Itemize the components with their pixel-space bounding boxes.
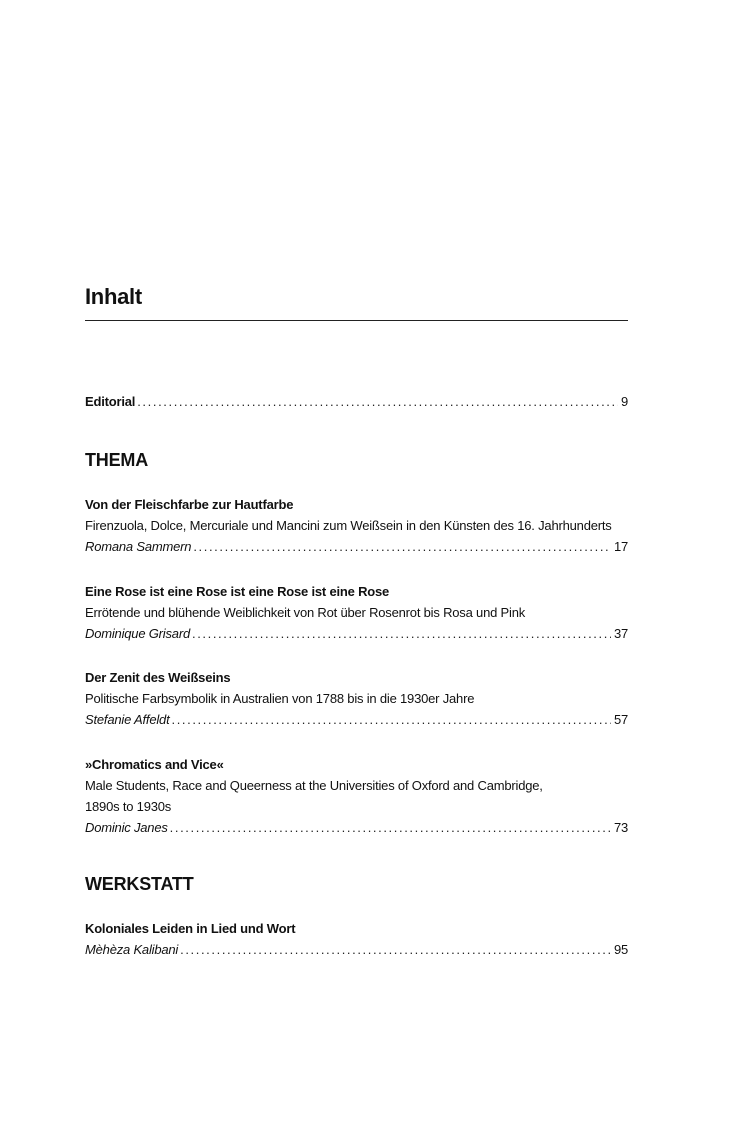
dot-leader	[180, 939, 611, 960]
toc-entry-subtitle: Errötende und blühende Weiblichkeit von Rot über Rosenrot bis Rosa und Pink	[85, 605, 526, 620]
dot-leader	[193, 536, 611, 557]
toc-entry[interactable]	[85, 918, 628, 960]
toc-entry-author: Romana Sammern	[85, 539, 192, 554]
toc-entry-author: Dominic Janes	[85, 820, 168, 835]
toc-entry-editorial[interactable]	[85, 391, 628, 412]
toc-entry-subtitle: 1890s to 1930s	[85, 799, 172, 814]
toc-entry-subtitle: Firenzuola, Dolce, Mercuriale und Mancini zum Weißsein in den Künsten des 16. Jahrhunderts	[85, 518, 612, 533]
title-divider	[85, 320, 628, 321]
toc-entry-title: Der Zenit des Weißseins	[85, 670, 231, 685]
toc-entry-title: Eine Rose ist eine Rose ist eine Rose ist eine Rose	[85, 584, 390, 599]
toc-leader-line	[85, 939, 628, 960]
toc-entry-title: »Chromatics and Vice«	[85, 757, 224, 772]
page-title: Inhalt	[85, 284, 142, 309]
toc-leader-line	[85, 817, 628, 838]
dot-leader	[137, 391, 618, 412]
toc-page-number: 95	[613, 942, 628, 957]
toc-page-number: 57	[613, 712, 628, 727]
toc-entry-subtitle: Politische Farbsymbolik in Australien von 1788 bis in die 1930er Jahre	[85, 691, 475, 706]
toc-entry-author: Mèhèza Kalibani	[85, 942, 179, 957]
toc-entry[interactable]	[85, 754, 628, 838]
dot-leader	[192, 623, 611, 644]
toc-page-number: 73	[613, 820, 628, 835]
dot-leader	[170, 817, 611, 838]
toc-entry-title: Koloniales Leiden in Lied und Wort	[85, 921, 296, 936]
section-heading-thema: THEMA	[85, 450, 148, 470]
toc-leader-line	[85, 391, 628, 412]
toc-page-number: 9	[620, 394, 628, 409]
toc-leader-line	[85, 709, 628, 730]
toc-leader-line	[85, 536, 628, 557]
toc-entry-subtitle: Male Students, Race and Queerness at the Universities of Oxford and Cambridge,	[85, 778, 543, 793]
toc-page-number: 17	[613, 539, 628, 554]
toc-entry-title: Editorial	[85, 394, 136, 409]
toc-entry-title: Von der Fleischfarbe zur Hautfarbe	[85, 497, 294, 512]
toc-entry[interactable]	[85, 581, 628, 644]
toc-entry-author: Stefanie Affeldt	[85, 712, 170, 727]
toc-page-number: 37	[613, 626, 628, 641]
toc-entry[interactable]	[85, 667, 628, 730]
dot-leader	[172, 709, 611, 730]
section-heading-werkstatt: WERKSTATT	[85, 874, 194, 894]
toc-leader-line	[85, 623, 628, 644]
toc-entry-author: Dominique Grisard	[85, 626, 190, 641]
toc-entry[interactable]	[85, 494, 628, 557]
